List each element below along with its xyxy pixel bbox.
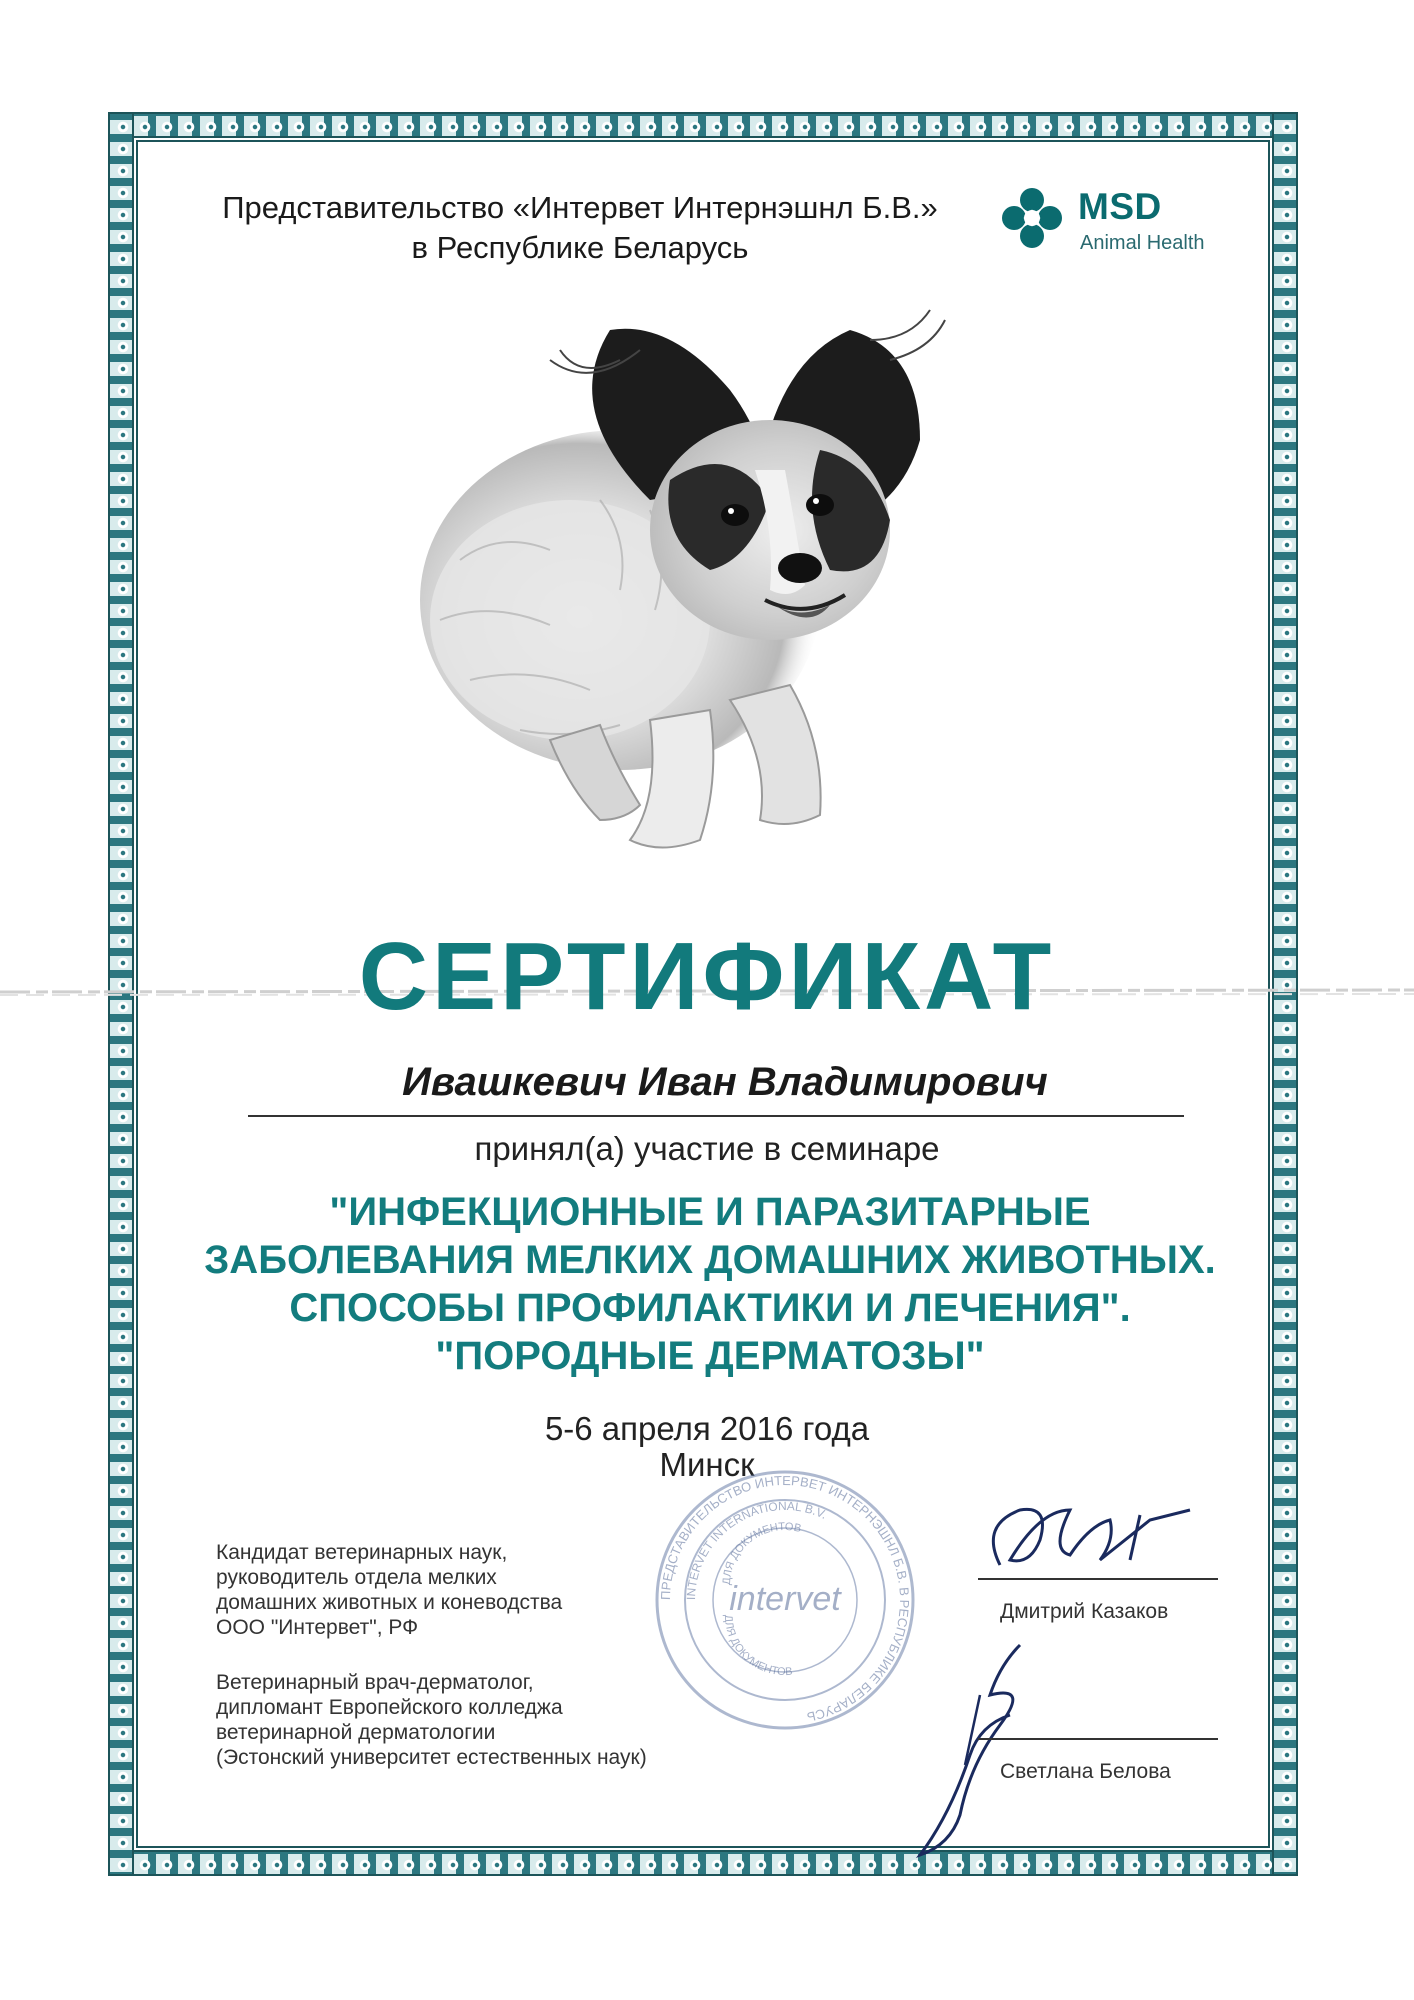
signature-2 [910,1635,1050,1860]
signatory-1-line-2: руководитель отдела мелких [216,1566,497,1589]
seminar-line-4: "ПОРОДНЫЕ ДЕРМАТОЗЫ" [435,1334,985,1378]
signatory-2-line-3: ветеринарной дерматологии [216,1721,496,1744]
organization-header [190,188,970,268]
svg-text:ДЛЯ ДОКУМЕНТОВ [721,1521,802,1585]
seminar-title [140,1188,1280,1380]
msd-logo-icon [1000,186,1064,250]
stamp-docs-top: ДЛЯ ДОКУМЕНТОВ [720,1520,803,1586]
participation-text: принял(а) участие в семинаре [474,1130,940,1167]
signatory-2-line-4: (Эстонский университет естественных наук) [216,1746,647,1769]
signature-line-2 [978,1738,1218,1740]
stamp-outer-text: ПРЕДСТАВИТЕЛЬСТВО ИНТЕРВЕТ ИНТЕРНЭШНЛ Б.В. В РЕСПУБЛИКЕ БЕЛАРУСЬ [657,1472,913,1725]
signatory-2-name: Светлана Белова [1000,1760,1171,1783]
signatory-1-line-3: домашних животных и коневодства [216,1591,563,1614]
signatory-1-title [216,1540,562,1640]
signature-line-1 [978,1578,1218,1580]
seminar-line-1: "ИНФЕКЦИОННЫЕ И ПАРАЗИТАРНЫЕ [329,1190,1091,1234]
border-bottom [108,1850,1298,1876]
recipient-name: Ивашкевич Иван Владимирович [402,1060,1048,1104]
seminar-line-3: СПОСОБЫ ПРОФИЛАКТИКИ И ЛЕЧЕНИЯ". [289,1286,1131,1330]
svg-text:ДЛЯ ДОКУМЕНТОВ [722,1614,793,1678]
org-line-2: в Республике Беларусь [411,230,749,265]
signatory-1-line-1: Кандидат ветеринарных наук, [216,1541,508,1564]
msd-logo [1000,180,1230,260]
signatory-1-name: Дмитрий Казаков [1000,1600,1169,1623]
signatory-2-title [216,1670,647,1770]
signatory-1-line-4: ООО "Интервет", РФ [216,1616,419,1639]
border-top [108,112,1298,138]
stamp-docs-bottom: ДЛЯ ДОКУМЕНТОВ [721,1614,793,1679]
seminar-city: Минск [659,1446,755,1483]
signature-1 [960,1495,1210,1585]
seminar-date: 5-6 апреля 2016 года [544,1410,870,1447]
seminar-line-2: ЗАБОЛЕВАНИЯ МЕЛКИХ ДОМАШНИХ ЖИВОТНЫХ. [204,1238,1216,1282]
papillon-dog-illustration [400,300,1000,900]
logo-subtitle: Animal Health [1080,232,1205,254]
org-line-1: Представительство «Интервет Интернэшнл Б.В.» [222,190,938,225]
recipient-underline [248,1115,1184,1117]
stamp-inner-text: INTERVET INTERNATIONAL B.V. [683,1498,830,1601]
stamp-center-text: intervet [729,1580,841,1618]
signatory-2-line-2: дипломант Европейского колледжа [216,1696,563,1719]
logo-brand: MSD [1078,186,1162,227]
intervet-stamp [650,1465,920,1735]
signatory-2-line-1: Ветеринарный врач-дерматолог, [216,1671,534,1694]
certificate-title: СЕРТИФИКАТ [358,923,1056,1030]
